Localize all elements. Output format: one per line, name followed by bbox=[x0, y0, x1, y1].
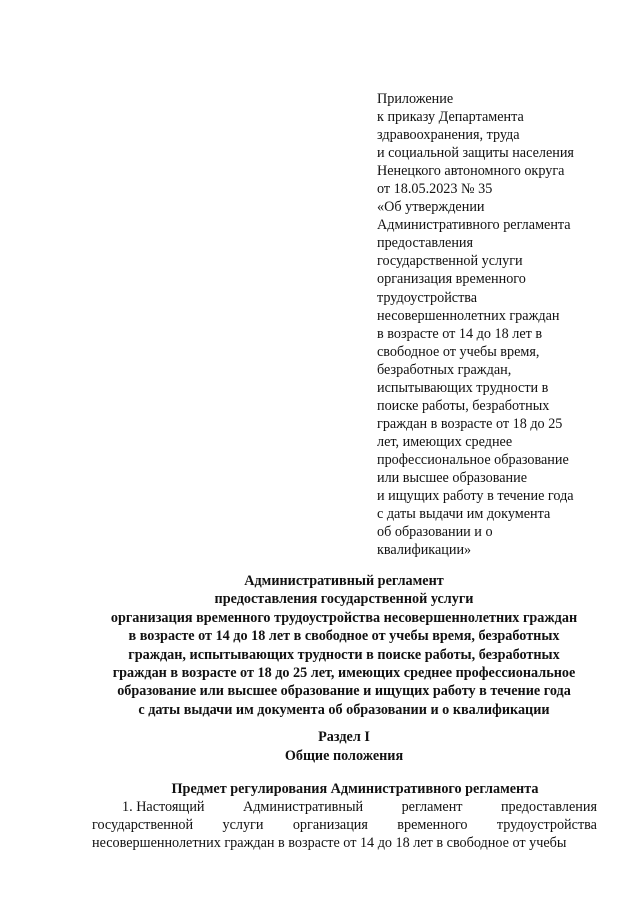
paragraph-line: несовершеннолетних граждан в возрасте от 14 до 18 лет в свободное от учебы bbox=[92, 835, 567, 851]
word: Административный bbox=[242, 799, 364, 815]
word: временного bbox=[397, 817, 468, 833]
appendix-line: испытывающих трудности в bbox=[377, 379, 549, 396]
appendix-line: или высшее образование bbox=[377, 469, 528, 486]
title-line: в возрасте от 14 до 18 лет в свободное от учебы время, безработных bbox=[128, 628, 560, 645]
appendix-line: и ищущих работу в течение года bbox=[377, 488, 574, 505]
appendix-line: граждан в возрасте от 18 до 25 bbox=[377, 415, 563, 432]
word: государственной bbox=[92, 817, 194, 833]
appendix-line: квалификации» bbox=[377, 542, 472, 559]
section-heading bbox=[80, 728, 608, 765]
title-line: граждан в возрасте от 18 до 25 лет, имеющих среднее профессиональное bbox=[112, 665, 576, 682]
word: организация bbox=[292, 817, 368, 833]
appendix-line: от 18.05.2023 № 35 bbox=[377, 181, 493, 198]
appendix-block bbox=[377, 90, 627, 559]
word: 1. Настоящий bbox=[122, 799, 205, 815]
title-line: Административный регламент bbox=[244, 573, 444, 589]
appendix-line: Административного регламента bbox=[377, 217, 571, 234]
appendix-line: к приказу Департамента bbox=[377, 109, 524, 126]
appendix-line: лет, имеющих среднее bbox=[377, 433, 513, 450]
appendix-line: «Об утверждении bbox=[377, 199, 485, 216]
subject-heading: Предмет регулирования Административного регламента bbox=[171, 781, 539, 797]
word: услуги bbox=[222, 817, 264, 833]
appendix-line: Приложение bbox=[377, 91, 454, 107]
appendix-line: поиске работы, безработных bbox=[377, 397, 550, 414]
title-line: организация временного трудоустройства несовершеннолетних граждан bbox=[110, 609, 578, 626]
title-line: граждан, испытывающих трудности в поиске работы, безработных bbox=[128, 646, 560, 663]
section-number: Раздел I bbox=[318, 729, 370, 745]
appendix-line: профессиональное образование bbox=[377, 451, 569, 468]
appendix-line: несовершеннолетних граждан bbox=[377, 307, 560, 324]
title-line: предоставления государственной услуги bbox=[214, 591, 474, 608]
appendix-line: безработных граждан, bbox=[377, 361, 512, 378]
word: трудоустройства bbox=[496, 817, 597, 833]
appendix-line: свободное от учебы время, bbox=[377, 343, 540, 360]
appendix-line: здравоохранения, труда bbox=[377, 127, 520, 144]
appendix-line: Ненецкого автономного округа bbox=[377, 163, 565, 180]
appendix-line: государственной услуги bbox=[377, 253, 523, 270]
word: регламент bbox=[401, 799, 463, 815]
appendix-line: с даты выдачи им документа bbox=[377, 506, 551, 523]
word: предоставления bbox=[500, 799, 597, 815]
paragraph-line bbox=[92, 816, 597, 834]
appendix-line: и социальной защиты населения bbox=[377, 145, 574, 162]
appendix-line: об образовании и о bbox=[377, 524, 493, 541]
appendix-line: трудоустройства bbox=[377, 289, 478, 306]
document-title bbox=[80, 572, 608, 719]
title-line: образование или высшее образование и ищущих работу в течение года bbox=[117, 683, 571, 700]
paragraph-1 bbox=[92, 798, 597, 852]
appendix-line: в возрасте от 14 до 18 лет в bbox=[377, 325, 543, 342]
paragraph-line bbox=[92, 798, 597, 816]
appendix-line: предоставления bbox=[377, 235, 474, 252]
section-name: Общие положения bbox=[284, 747, 404, 764]
appendix-line: организация временного bbox=[377, 271, 526, 288]
title-line: с даты выдачи им документа об образовании и о квалификации bbox=[138, 701, 550, 718]
